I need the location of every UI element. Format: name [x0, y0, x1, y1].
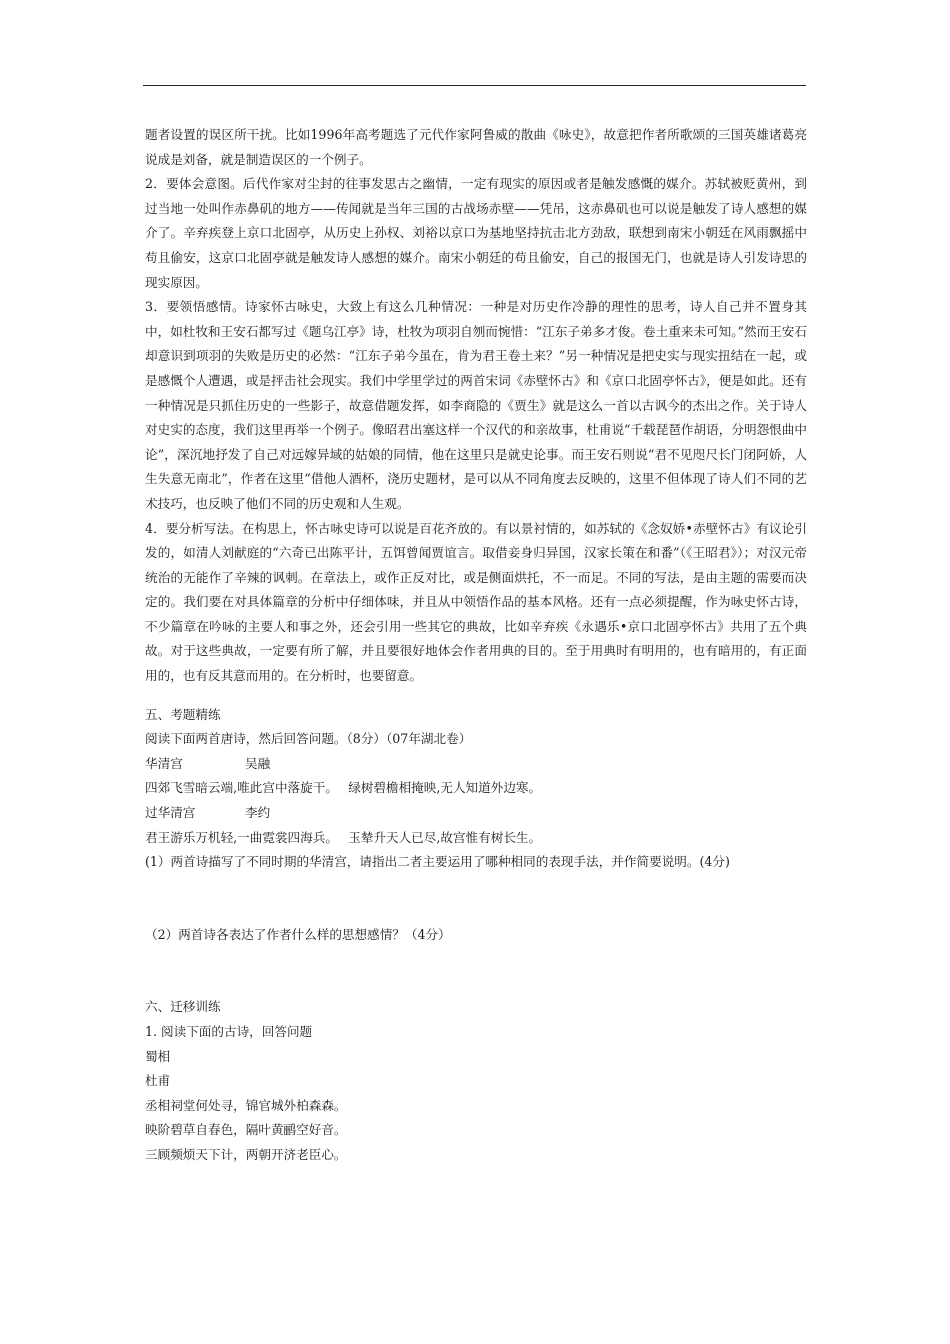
question-2: （2）两首诗各表达了作者什么样的思想感情？（4分）: [145, 926, 451, 942]
intro-paragraph: 题者设置的误区所干扰。比如1996年高考题选了元代作家阿鲁威的散曲《咏史》，故意把作者所歌颂的三国英雄诸葛亮说成是刘备，就是制造误区的一个例子。: [145, 127, 807, 167]
poem-line: 三顾频烦天下计，两朝开济老臣心。: [145, 1146, 347, 1162]
point-2: 2．要体会意图。后代作家对尘封的往事发思古之幽情，一定有现实的原因或者是触发感慨的媒介。苏轼被贬黄州，到过当地一处叫作赤鼻矶的地方——传闻就是当年三国的古战场赤壁——凭吊，这赤鼻矶也可以说是触发了诗人感想的媒介了。辛弃疾登上京口北固亭，从历史上孙权、刘裕以京口为基地坚持抗击北方劲敌，联想到南宋小朝廷在风雨飘摇中苟且偷安，这京口北固亭就是触发诗人感想的媒介。南宋小朝廷的苟且偷安，自己的报国无门，也就是诗人引发诗思的现实原因。: [145, 176, 807, 290]
poem-line: 映阶碧草自春色，隔叶黄鹂空好音。: [145, 1122, 347, 1138]
poem-line: 丞相祠堂何处寻，锦官城外柏森森。: [145, 1097, 347, 1113]
section5-heading: 五、考题精练: [145, 706, 221, 722]
poem2-text: 君王游乐万机轻,一曲霓裳四海兵。 玉辇升天人已尽,故宫惟有树长生。: [145, 829, 542, 845]
shuxiang-author: 杜甫: [145, 1073, 171, 1089]
poem2-author: 李约: [245, 805, 271, 821]
document-body: [145, 123, 807, 1168]
section6-heading: 六、迁移训练: [145, 999, 221, 1015]
section6-item: 1. 阅读下面的古诗，回答问题: [145, 1024, 313, 1039]
question-1: (1）两首诗描写了不同时期的华清宫，请指出二者主要运用了哪种相同的表现手法，并作简要说明。(4分): [145, 854, 730, 870]
poem1-header: [145, 752, 807, 777]
section5-instruction: 阅读下面两首唐诗，然后回答问题。（8分）（07年湖北卷）: [145, 731, 472, 747]
poem1-text: 四郊飞雪暗云端,唯此宫中落旋干。 绿树碧檐相掩映,无人知道外边寒。: [145, 780, 542, 796]
poem1-title: 华清宫: [145, 755, 183, 771]
shuxiang-title: 蜀相: [145, 1048, 171, 1064]
poem1-author: 吴融: [245, 755, 271, 771]
point-3: 3．要领悟感情。诗家怀古咏史，大致上有这么几种情况：一种是对历史作冷静的理性的思考，诗人自己并不置身其中，如杜牧和王安石都写过《题乌江亭》诗，杜牧为项羽自刎而惋惜：“江东子弟多才俊。卷土重来未可知。”然而王安石却意识到项羽的失败是历史的必然：“江东子弟今虽在，肯为君王卷土来？”另一种情况是把史实与现实扭结在一起，或是感慨个人遭遇，或是抨击社会现实。我们中学里学过的两首宋词《赤壁怀古》和《京口北固亭怀古》，便是如此。还有一种情况是只抓住历史的一些影子，故意借题发挥，如李商隐的《贾生》就是这么一首以古讽今的杰出之作。关于诗人对史实的态度，我们这里再举一个例子。像昭君出塞这样一个汉代的和亲故事，杜甫说“千载琵琶作胡语，分明怨恨曲中论”，深沉地抒发了自己对远嫁异域的姑娘的同情，他在这里只是就史论事。而王安石则说“君不见咫尺长门闭阿娇，人生失意无南北”，作者在这里“借他人酒杯，浇历史题材，是可以从不同角度去反映的，这里不但体现了诗人们不同的艺术技巧，也反映了他们不同的历史观和人生观。: [145, 299, 807, 511]
poem2-header: [145, 801, 807, 826]
header-rule: [143, 85, 806, 86]
poem2-title: 过华清宫: [145, 805, 196, 821]
point-4: 4．要分析写法。在构思上，怀古咏史诗可以说是百花齐放的。有以景衬情的，如苏轼的《念奴娇•赤壁怀古》有议论引发的，如清人刘献庭的“六奇已出陈平计，五饵曾闻贾谊言。取借妾身归异国，汉家长策在和番”（《王昭君》）；对汉元帝统治的无能作了辛辣的讽刺。在章法上，或作正反对比，或是侧面烘托，不一而足。不同的写法，是由主题的需要而决定的。我们要在对具体篇章的分析中仔细体味，并且从中领悟作品的基本风格。还有一点必须提醒，作为咏史怀古诗，不少篇章在吟咏的主要人和事之外，还会引用一些其它的典故，比如辛弃疾《永遇乐•京口北固亭怀古》共用了五个典故。对于这些典故，一定要有所了解，并且要很好地体会作者用典的目的。至于用典时有明用的，也有暗用的，有正面用的，也有反其意而用的。在分析时，也要留意。: [145, 520, 807, 684]
